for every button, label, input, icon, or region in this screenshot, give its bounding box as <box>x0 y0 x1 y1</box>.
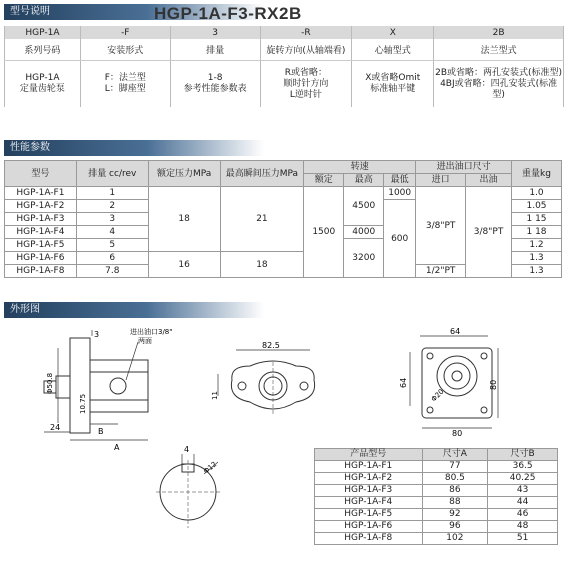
disp-cell: 3 <box>76 213 148 226</box>
port-note-label: 进出油口3/8" <box>130 328 173 336</box>
table-row <box>5 187 562 200</box>
header-speed-max: 最高 <box>344 174 384 187</box>
disp-cell: 7.8 <box>76 265 148 278</box>
dims-a-cell: 77 <box>422 461 488 473</box>
flange-outline <box>70 338 90 433</box>
dims-a-cell: 80.5 <box>422 473 488 485</box>
dims-a-cell: 102 <box>422 533 488 545</box>
spec-table <box>4 160 562 278</box>
desc-cell: R或省略： 顺时针方向 L逆时针 <box>260 61 352 108</box>
weight-cell: 1.3 <box>512 265 562 278</box>
label-cell: 旋转方向(从轴端看) <box>260 39 352 61</box>
dim-64-top-label: 64 <box>450 327 461 336</box>
label-cell: 系列号码 <box>5 39 81 61</box>
dim-b-label: B <box>98 427 104 436</box>
model-cell: HGP-1A-F2 <box>5 200 77 213</box>
speed-max-cell: 4500 <box>344 187 384 226</box>
dims-b-cell: 40.25 <box>488 473 558 485</box>
outlet-cell: 3/8"PT <box>466 187 512 278</box>
label-cell: 法兰型式 <box>434 39 564 61</box>
shaft-section-drawing <box>148 444 238 536</box>
phi508-label: Φ50.8 <box>46 372 54 394</box>
side-view-drawing <box>30 328 190 452</box>
model-code-title: HGP-1A-F3-RX2B <box>154 4 302 23</box>
port-note-sub-label: 两面 <box>138 337 152 345</box>
disp-cell: 4 <box>76 226 148 239</box>
speed-min-cell: 1000 <box>384 187 416 200</box>
phi12-label: Φ12 <box>202 460 219 476</box>
header-weight: 重量kg <box>512 161 562 187</box>
model-cell: HGP-1A-F1 <box>5 187 77 200</box>
disp-cell: 6 <box>76 252 148 265</box>
dims-b-cell: 51 <box>488 533 558 545</box>
phi20-label: Φ20 <box>429 387 446 404</box>
spec-section-heading: 性能参数 <box>4 140 264 156</box>
dims-model-cell: HGP-1A-F6 <box>315 521 423 533</box>
model-cell: HGP-1A-F3 <box>5 213 77 226</box>
weight-cell: 1.3 <box>512 252 562 265</box>
model-cell: HGP-1A-F6 <box>5 252 77 265</box>
dims-a-cell: 96 <box>422 521 488 533</box>
header-inlet: 进口 <box>416 174 466 187</box>
header-max-pressure: 最高瞬间压力MPa <box>220 161 304 187</box>
dims-header-model: 产品型号 <box>315 449 423 461</box>
label-cell: 排量 <box>170 39 260 61</box>
header-rated-pressure: 额定压力MPa <box>148 161 220 187</box>
dim-80-bottom-label: 80 <box>452 429 463 436</box>
table-row <box>315 497 558 509</box>
table-row <box>315 473 558 485</box>
code-cell: HGP-1A <box>5 26 81 39</box>
speed-max-cell: 3200 <box>344 239 384 278</box>
dims-a-cell: 86 <box>422 485 488 497</box>
dims-header-row <box>315 449 558 461</box>
weight-cell: 1 15 <box>512 213 562 226</box>
table-row <box>315 461 558 473</box>
inlet-cell: 3/8"PT <box>416 187 466 265</box>
dims-b-cell: 44 <box>488 497 558 509</box>
model-cell: HGP-1A-F4 <box>5 226 77 239</box>
spec-header-row <box>5 161 562 174</box>
desc-cell: 2B或省略：两孔安装式(标准型) 4BJ或省略：四孔安装式(标准型) <box>434 61 564 108</box>
dims-model-cell: HGP-1A-F8 <box>315 533 423 545</box>
dim-4-label: 4 <box>184 445 190 454</box>
pump-body-outline <box>90 360 148 412</box>
dim-1075-label: 10.75 <box>79 393 87 414</box>
header-speed-min: 最低 <box>384 174 416 187</box>
table-row <box>315 485 558 497</box>
dimensions-table <box>314 448 558 545</box>
weight-cell: 1 18 <box>512 226 562 239</box>
header-model: 型号 <box>5 161 77 187</box>
code-cell: -F <box>80 26 170 39</box>
dim-3-label: 3 <box>94 330 100 339</box>
inlet-cell: 1/2"PT <box>416 265 466 278</box>
dims-a-cell: 88 <box>422 497 488 509</box>
header-outlet: 出油 <box>466 174 512 187</box>
max-pressure-cell: 18 <box>220 252 304 278</box>
disp-cell: 2 <box>76 200 148 213</box>
dims-a-cell: 92 <box>422 509 488 521</box>
front-view-drawing <box>210 340 336 440</box>
rear-view-drawing <box>394 324 504 436</box>
weight-cell: 1.05 <box>512 200 562 213</box>
model-section-heading: 型号说明 <box>4 4 264 20</box>
speed-rated-cell: 1500 <box>304 187 344 278</box>
dim-24-label: 24 <box>50 423 61 432</box>
dims-model-cell: HGP-1A-F3 <box>315 485 423 497</box>
code-cell: -R <box>260 26 352 39</box>
speed-max-cell: 4000 <box>344 226 384 239</box>
rear-body-outline <box>422 348 492 418</box>
dim-64-left-label: 64 <box>399 377 408 388</box>
code-cell: 3 <box>170 26 260 39</box>
code-cell: 2B <box>434 26 564 39</box>
model-label-row <box>5 39 564 61</box>
rated-pressure-cell: 16 <box>148 252 220 278</box>
desc-cell: F：法兰型 L：脚座型 <box>80 61 170 108</box>
header-port-size: 进出油口尺寸 <box>416 161 512 174</box>
weight-cell: 1.2 <box>512 239 562 252</box>
dims-b-cell: 48 <box>488 521 558 533</box>
dims-header-b: 尺寸B <box>488 449 558 461</box>
header-speed: 转速 <box>304 161 416 174</box>
model-cell: HGP-1A-F5 <box>5 239 77 252</box>
rated-pressure-cell: 18 <box>148 187 220 252</box>
dims-header-a: 尺寸A <box>422 449 488 461</box>
desc-cell: X或省略Omit 标准轴平键 <box>352 61 434 108</box>
model-code-table <box>4 26 564 107</box>
dim-11-label: 11 <box>211 391 219 400</box>
dim-a-label: A <box>114 443 120 452</box>
dims-model-cell: HGP-1A-F5 <box>315 509 423 521</box>
port-circle <box>110 378 126 394</box>
label-cell: 心轴型式 <box>352 39 434 61</box>
dims-b-cell: 46 <box>488 509 558 521</box>
model-desc-row <box>5 61 564 108</box>
label-cell: 安装形式 <box>80 39 170 61</box>
dims-b-cell: 36.5 <box>488 461 558 473</box>
table-row <box>315 521 558 533</box>
table-row <box>315 509 558 521</box>
model-cell: HGP-1A-F8 <box>5 265 77 278</box>
table-row <box>315 533 558 545</box>
max-pressure-cell: 21 <box>220 187 304 252</box>
desc-cell: HGP-1A 定量齿轮泵 <box>5 61 81 108</box>
header-speed-rated: 额定 <box>304 174 344 187</box>
disp-cell: 5 <box>76 239 148 252</box>
dims-b-cell: 43 <box>488 485 558 497</box>
desc-cell: 1-8 参考性能参数表 <box>170 61 260 108</box>
dims-model-cell: HGP-1A-F2 <box>315 473 423 485</box>
disp-cell: 1 <box>76 187 148 200</box>
dims-model-cell: HGP-1A-F4 <box>315 497 423 509</box>
outline-section-heading: 外形图 <box>4 302 264 318</box>
dim-80-right-label: 80 <box>489 379 498 390</box>
dim-825-label: 82.5 <box>262 341 280 350</box>
dims-model-cell: HGP-1A-F1 <box>315 461 423 473</box>
model-code-row <box>5 26 564 39</box>
header-displacement: 排量 cc/rev <box>76 161 148 187</box>
weight-cell: 1.0 <box>512 187 562 200</box>
speed-min-cell: 600 <box>384 200 416 278</box>
code-cell: X <box>352 26 434 39</box>
